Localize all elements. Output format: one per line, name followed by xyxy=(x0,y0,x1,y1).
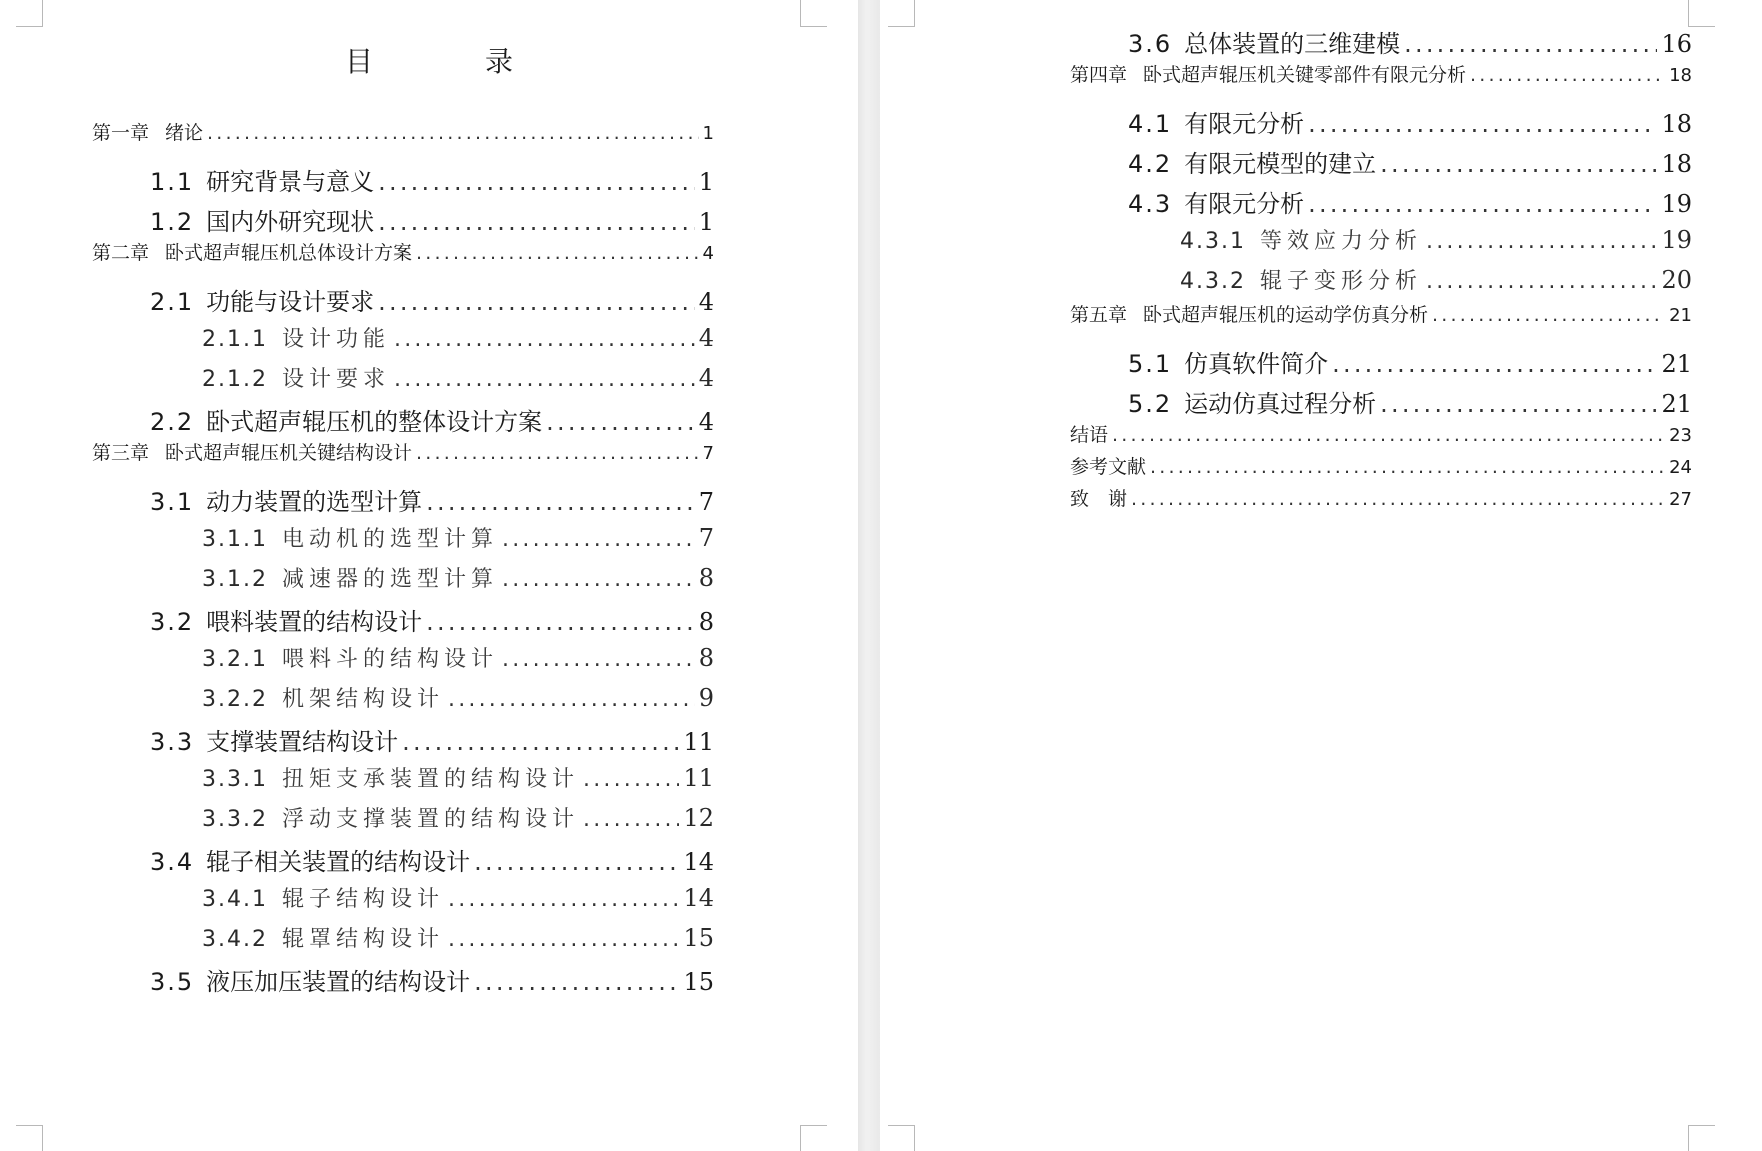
toc-entry-title: 有限元模型的建立 xyxy=(1184,150,1377,178)
dot-leader xyxy=(1426,229,1657,254)
toc-title: 目 录 xyxy=(344,45,555,78)
dot-leader xyxy=(394,367,695,392)
toc-entry-number: 2.1.2 xyxy=(202,367,268,392)
toc-entry[interactable] xyxy=(1070,24,1692,56)
toc-entry-title: 喂料装置的结构设计 xyxy=(206,608,423,636)
toc-entry-number: 第五章 xyxy=(1070,304,1128,326)
toc-entry-number: 3.2.2 xyxy=(202,687,268,712)
dot-leader xyxy=(546,408,695,436)
toc-entry-title: 扭矩支承装置的结构设计 xyxy=(281,767,579,792)
toc-entry-title: 仿真软件简介 xyxy=(1184,350,1329,378)
toc-entry[interactable] xyxy=(92,842,714,874)
toc-entry-page-number: 21 xyxy=(1669,305,1692,326)
toc-entry-page-number: 14 xyxy=(683,884,714,912)
crop-mark xyxy=(888,0,915,27)
toc-entry-title: 绪论 xyxy=(165,122,204,144)
toc-entry-number: 第三章 xyxy=(92,442,150,464)
toc-entry-page-number: 4 xyxy=(698,364,714,392)
toc-entry[interactable] xyxy=(92,722,714,754)
toc-entry-title: 设计要求 xyxy=(281,367,390,392)
toc-entry[interactable] xyxy=(92,922,714,954)
toc-entry-title: 喂料斗的结构设计 xyxy=(281,647,498,672)
toc-entry-page-number: 7 xyxy=(698,488,714,516)
crop-mark xyxy=(888,1125,915,1151)
toc-entry-page-number: 12 xyxy=(683,804,714,832)
toc-entry[interactable] xyxy=(92,682,714,714)
toc-entry-number: 3.1.1 xyxy=(202,527,268,552)
toc-entry[interactable] xyxy=(1070,264,1692,296)
toc-entry-title: 辊子变形分析 xyxy=(1259,269,1422,294)
toc-entry[interactable] xyxy=(1070,104,1692,136)
dot-leader xyxy=(1380,150,1657,178)
toc-entry-title: 参考文献 xyxy=(1070,456,1147,478)
toc-entry-title: 卧式超声辊压机总体设计方案 xyxy=(165,242,413,264)
toc-entry-number: 3.5 xyxy=(150,968,195,996)
toc-entry[interactable] xyxy=(92,162,714,194)
dot-leader xyxy=(1470,64,1665,86)
toc-entry-number: 3.4 xyxy=(150,848,195,876)
toc-entry-number: 第一章 xyxy=(92,122,150,144)
toc-entry-title: 总体装置的三维建模 xyxy=(1184,30,1401,58)
toc-entry-page-number: 8 xyxy=(698,564,714,592)
page-gap xyxy=(858,0,880,1151)
toc-entry-number: 2.1 xyxy=(150,288,195,316)
crop-mark xyxy=(800,1125,827,1151)
toc-entry[interactable] xyxy=(1070,484,1692,508)
dot-leader xyxy=(448,927,679,952)
toc-entry-number: 4.3 xyxy=(1128,190,1173,218)
toc-entry-number: 3.2.1 xyxy=(202,647,268,672)
toc-entry-page-number: 27 xyxy=(1669,489,1692,510)
toc-entry[interactable] xyxy=(1070,452,1692,476)
toc-entry-title: 卧式超声辊压机的运动学仿真分析 xyxy=(1143,304,1429,326)
toc-list-left xyxy=(92,118,714,994)
toc-entry-title: 辊子相关装置的结构设计 xyxy=(206,848,471,876)
toc-entry-title: 电动机的选型计算 xyxy=(281,527,498,552)
toc-entry[interactable] xyxy=(92,522,714,554)
toc-entry-page-number: 9 xyxy=(698,684,714,712)
dot-leader xyxy=(426,488,695,516)
dot-leader xyxy=(502,527,695,552)
toc-entry-number: 4.3.2 xyxy=(1180,269,1246,294)
toc-entry-title: 卧式超声辊压机关键结构设计 xyxy=(165,442,413,464)
toc-entry-number: 3.1 xyxy=(150,488,195,516)
toc-entry-number: 3.4.2 xyxy=(202,927,268,952)
dot-leader xyxy=(1150,456,1665,478)
toc-entry-page-number: 1 xyxy=(702,123,714,144)
toc-entry-page-number: 4 xyxy=(698,408,714,436)
dot-leader xyxy=(207,122,699,144)
toc-entry-number: 4.1 xyxy=(1128,110,1173,138)
toc-entry-number: 4.2 xyxy=(1128,150,1173,178)
dot-leader xyxy=(378,288,695,316)
crop-mark xyxy=(1688,1125,1715,1151)
toc-entry-title: 卧式超声辊压机关键零部件有限元分析 xyxy=(1143,64,1467,86)
dot-leader xyxy=(448,687,695,712)
toc-entry-page-number: 1 xyxy=(698,208,714,236)
toc-entry[interactable] xyxy=(1070,344,1692,376)
dot-leader xyxy=(1426,269,1657,294)
dot-leader xyxy=(448,887,679,912)
dot-leader xyxy=(583,807,679,832)
dot-leader xyxy=(394,327,695,352)
toc-entry-number: 3.4.1 xyxy=(202,887,268,912)
dot-leader xyxy=(1380,390,1657,418)
toc-entry-page-number: 20 xyxy=(1661,266,1692,294)
toc-entry-number: 2.1.1 xyxy=(202,327,268,352)
toc-entry-title: 结语 xyxy=(1070,424,1109,446)
toc-entry-page-number: 19 xyxy=(1661,190,1692,218)
toc-entry-number: 第四章 xyxy=(1070,64,1128,86)
toc-entry-page-number: 15 xyxy=(683,968,714,996)
toc-entry-page-number: 23 xyxy=(1669,425,1692,446)
dot-leader xyxy=(474,968,679,996)
crop-mark xyxy=(16,1125,43,1151)
dot-leader xyxy=(1432,304,1665,326)
toc-entry-page-number: 7 xyxy=(702,443,714,464)
toc-entry[interactable] xyxy=(92,962,714,994)
toc-entry-page-number: 16 xyxy=(1661,30,1692,58)
toc-entry-title: 机架结构设计 xyxy=(281,687,444,712)
toc-entry[interactable] xyxy=(92,118,714,142)
toc-entry-number: 1.1 xyxy=(150,168,195,196)
toc-entry-title: 致 谢 xyxy=(1070,488,1128,510)
toc-entry[interactable] xyxy=(92,402,714,434)
toc-entry-page-number: 4 xyxy=(702,243,714,264)
dot-leader xyxy=(402,728,679,756)
dot-leader xyxy=(378,168,695,196)
toc-entry-number: 2.2 xyxy=(150,408,195,436)
dot-leader xyxy=(1112,424,1665,446)
toc-entry[interactable] xyxy=(1070,60,1692,84)
toc-entry[interactable] xyxy=(92,322,714,354)
toc-entry-page-number: 11 xyxy=(683,728,714,756)
toc-entry-title: 辊子结构设计 xyxy=(281,887,444,912)
toc-entry[interactable] xyxy=(92,602,714,634)
toc-entry-number: 1.2 xyxy=(150,208,195,236)
toc-entry[interactable] xyxy=(92,438,714,462)
toc-entry-title: 有限元分析 xyxy=(1184,190,1305,218)
toc-entry-title: 功能与设计要求 xyxy=(206,288,375,316)
toc-entry[interactable] xyxy=(92,882,714,914)
dot-leader xyxy=(416,442,699,464)
toc-entry-page-number: 18 xyxy=(1661,150,1692,178)
toc-entry-number: 3.2 xyxy=(150,608,195,636)
toc-entry-title: 运动仿真过程分析 xyxy=(1184,390,1377,418)
crop-mark xyxy=(1688,0,1715,27)
dot-leader xyxy=(583,767,679,792)
toc-entry-page-number: 4 xyxy=(698,288,714,316)
toc-entry-number: 5.2 xyxy=(1128,390,1173,418)
toc-entry-page-number: 8 xyxy=(698,608,714,636)
toc-entry-page-number: 21 xyxy=(1661,390,1692,418)
toc-entry-title: 浮动支撑装置的结构设计 xyxy=(281,807,579,832)
toc-entry-page-number: 8 xyxy=(698,644,714,672)
toc-entry-number: 4.3.1 xyxy=(1180,229,1246,254)
dot-leader xyxy=(1131,488,1665,510)
dot-leader xyxy=(1404,30,1657,58)
toc-entry-number: 第二章 xyxy=(92,242,150,264)
toc-entry-title: 设计功能 xyxy=(281,327,390,352)
dot-leader xyxy=(378,208,695,236)
toc-entry-page-number: 18 xyxy=(1661,110,1692,138)
toc-entry[interactable] xyxy=(92,362,714,394)
toc-entry-title: 支撑装置结构设计 xyxy=(206,728,399,756)
toc-entry-title: 辊罩结构设计 xyxy=(281,927,444,952)
toc-entry-page-number: 1 xyxy=(698,168,714,196)
toc-entry[interactable] xyxy=(92,202,714,234)
toc-entry-page-number: 11 xyxy=(683,764,714,792)
toc-entry[interactable] xyxy=(1070,224,1692,256)
toc-entry-page-number: 14 xyxy=(683,848,714,876)
toc-entry-number: 5.1 xyxy=(1128,350,1173,378)
toc-entry[interactable] xyxy=(1070,384,1692,416)
toc-entry-number: 3.6 xyxy=(1128,30,1173,58)
toc-entry-page-number: 19 xyxy=(1661,226,1692,254)
toc-entry-title: 减速器的选型计算 xyxy=(281,567,498,592)
toc-entry-title: 国内外研究现状 xyxy=(206,208,375,236)
toc-entry[interactable] xyxy=(1070,300,1692,324)
dot-leader xyxy=(416,242,699,264)
dot-leader xyxy=(502,567,695,592)
toc-entry[interactable] xyxy=(92,562,714,594)
crop-mark xyxy=(800,0,827,27)
toc-entry-number: 3.3 xyxy=(150,728,195,756)
toc-entry[interactable] xyxy=(92,482,714,514)
toc-entry-title: 等效应力分析 xyxy=(1259,229,1422,254)
toc-entry-page-number: 24 xyxy=(1669,457,1692,478)
dot-leader xyxy=(502,647,695,672)
toc-entry-title: 研究背景与意义 xyxy=(206,168,375,196)
dot-leader xyxy=(1308,190,1657,218)
toc-entry-page-number: 15 xyxy=(683,924,714,952)
toc-entry-page-number: 21 xyxy=(1661,350,1692,378)
toc-entry[interactable] xyxy=(92,762,714,794)
toc-entry-number: 3.3.1 xyxy=(202,767,268,792)
toc-entry-page-number: 4 xyxy=(698,324,714,352)
toc-entry[interactable] xyxy=(92,802,714,834)
toc-entry[interactable] xyxy=(92,238,714,262)
toc-entry-title: 动力装置的选型计算 xyxy=(206,488,423,516)
toc-entry[interactable] xyxy=(92,642,714,674)
dot-leader xyxy=(1308,110,1657,138)
crop-mark xyxy=(16,0,43,27)
toc-entry[interactable] xyxy=(1070,420,1692,444)
toc-entry-title: 有限元分析 xyxy=(1184,110,1305,138)
toc-list-right xyxy=(1070,24,1692,508)
toc-entry[interactable] xyxy=(92,282,714,314)
toc-entry-page-number: 7 xyxy=(698,524,714,552)
toc-entry[interactable] xyxy=(1070,144,1692,176)
toc-entry-page-number: 18 xyxy=(1669,65,1692,86)
toc-entry-number: 3.1.2 xyxy=(202,567,268,592)
dot-leader xyxy=(1332,350,1657,378)
dot-leader xyxy=(426,608,695,636)
toc-entry-title: 卧式超声辊压机的整体设计方案 xyxy=(206,408,543,436)
toc-entry[interactable] xyxy=(1070,184,1692,216)
toc-entry-title: 液压加压装置的结构设计 xyxy=(206,968,471,996)
dot-leader xyxy=(474,848,679,876)
toc-entry-number: 3.3.2 xyxy=(202,807,268,832)
